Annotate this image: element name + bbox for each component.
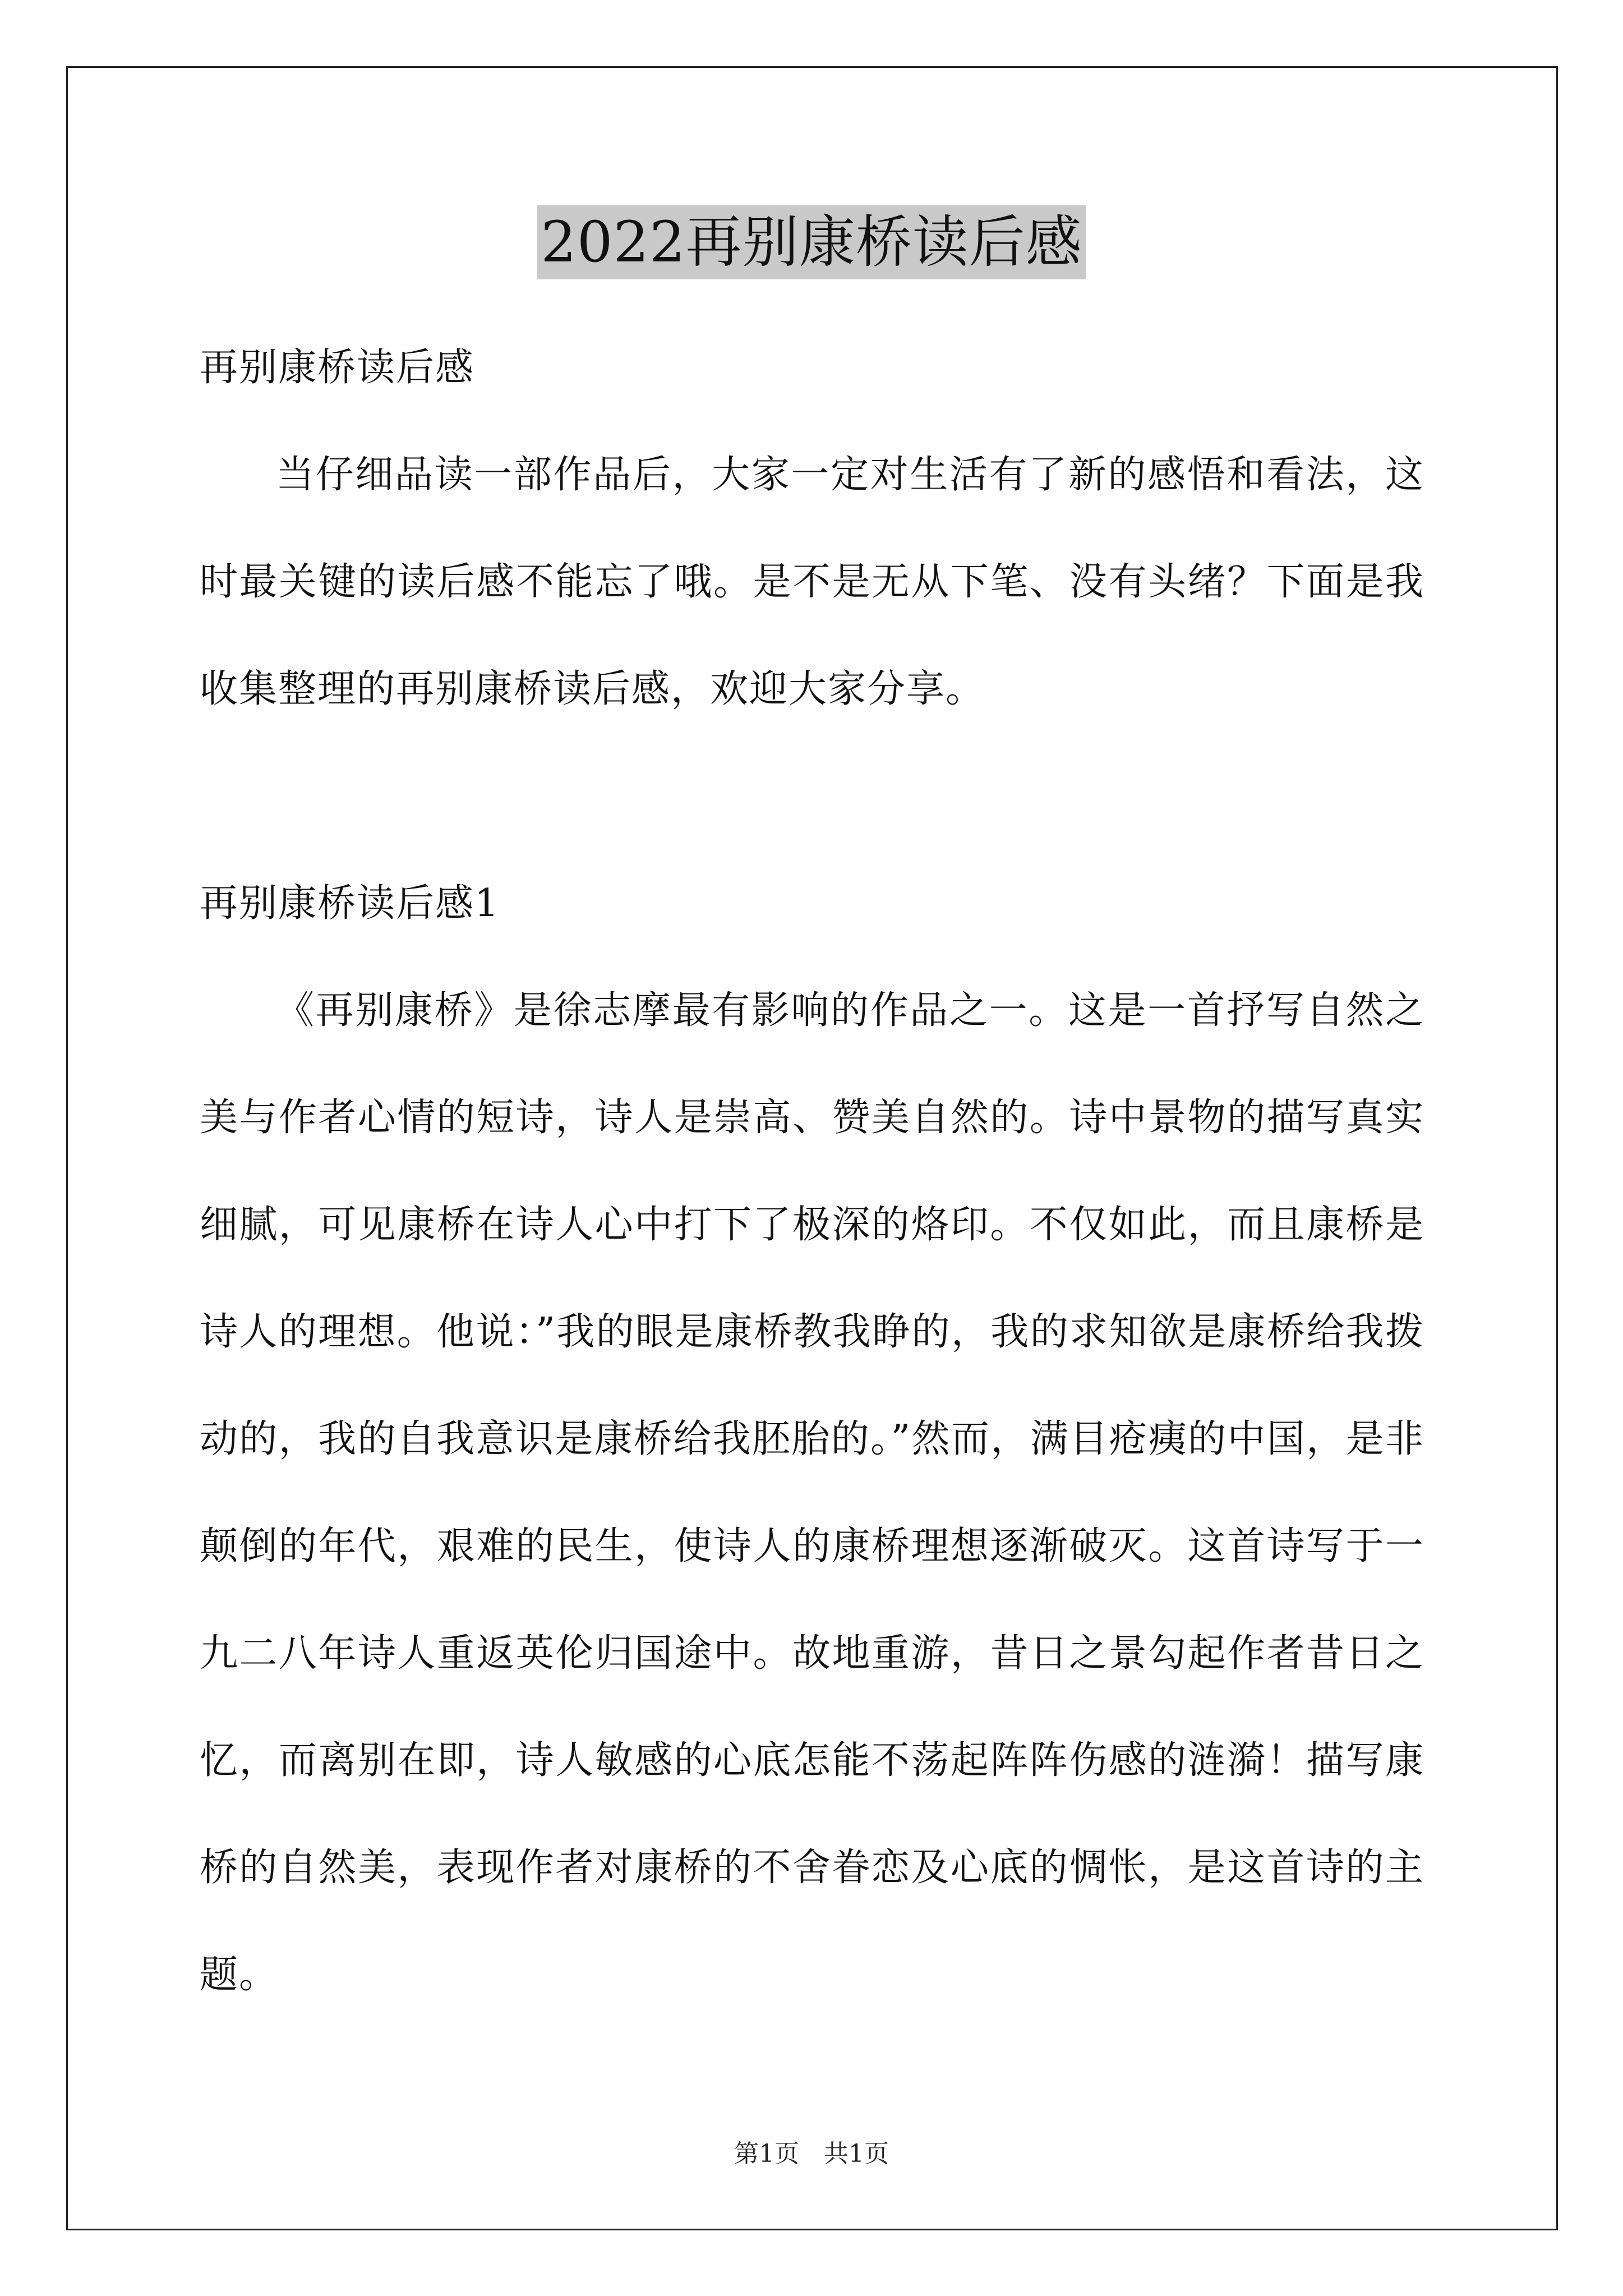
paragraph-spacer [200, 743, 1424, 850]
section-heading: 再别康桥读后感1 [200, 881, 500, 926]
document-title: 2022再别康桥读后感 [537, 205, 1086, 279]
document-body [200, 314, 1424, 2028]
intro-paragraph: 当仔细品读一部作品后，大家一定对生活有了新的感悟和看法，这时最关键的读后感不能忘了哦。是不是无从下笔、没有头绪？下面是我收集整理的再别康桥读后感，欢迎大家分享。 [200, 453, 1424, 711]
page-footer: 第1页 共1页 [734, 2139, 889, 2168]
section-paragraph: 《再别康桥》是徐志摩最有影响的作品之一。这是一首抒写自然之美与作者心情的短诗，诗人是崇高、赞美自然的。诗中景物的描写真实细腻，可见康桥在诗人心中打下了极深的烙印。不仅如此，而且康桥是诗人的理想。他说：”我的眼是康桥教我睁的，我的求知欲是康桥给我拨动的，我的自我意识是康桥给我胚胎的。”然而，满目疮痍的中国，是非颠倒的年代，艰难的民生，使诗人的康桥理想逐渐破灭。这首诗写于一九二八年诗人重返英伦归国途中。故地重游，昔日之景勾起作者昔日之忆，而离别在即，诗人敏感的心底怎能不荡起阵阵伤感的涟漪！描写康桥的自然美，表现作者对康桥的不舍眷恋及心底的惆怅，是这首诗的主题。 [200, 988, 1424, 1997]
title-container [0, 205, 1623, 279]
subtitle: 再别康桥读后感 [200, 346, 475, 390]
